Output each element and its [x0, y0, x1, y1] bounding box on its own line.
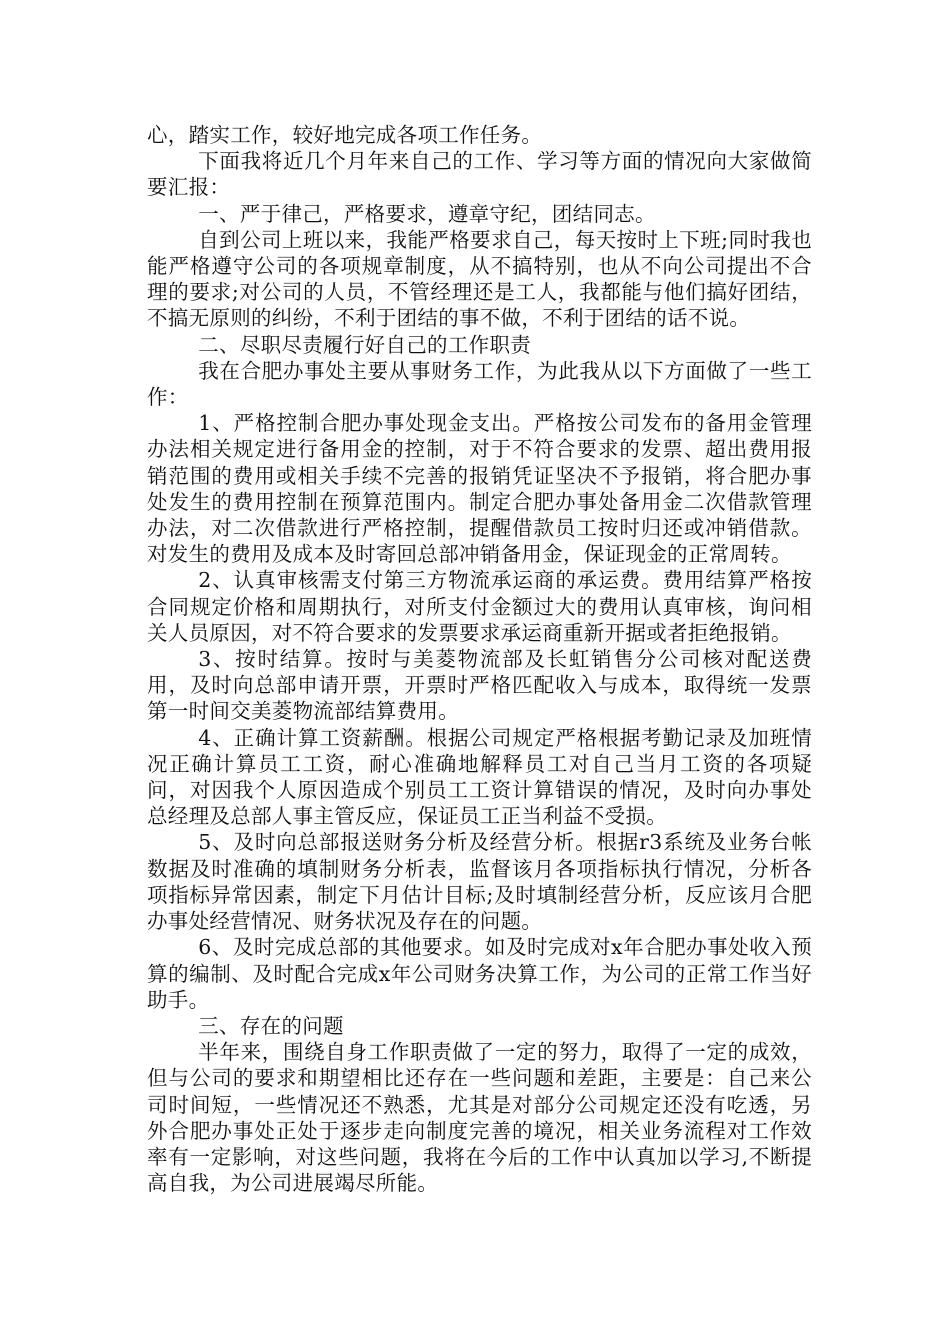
paragraph-finance-intro: 我在合肥办事处主要从事财务工作，为此我从以下方面做了一些工作：: [147, 358, 812, 410]
paragraph-intro: 下面我将近几个月年来自己的工作、学习等方面的情况向大家做简要汇报：: [147, 149, 812, 200]
section-heading-2: 二、尽职尽责履行好自己的工作职责: [198, 332, 532, 357]
list-item-2: 2、认真审核需支付第三方物流承运商的承运费。费用结算严格按合同规定价格和周期执行，对所支付金额过大的费用认真审核，询问相关人员原因，对不符合要求的发票要求承运商重新开据或者拒绝报销。: [147, 568, 812, 645]
list-item-5: 5、及时向总部报送财务分析及经营分析。根据r3系统及业务台帐数据及时准确的填制财务分析表，监督该月各项指标执行情况，分析各项指标异常因素，制定下月估计目标;及时填制经营分析，反应该月合肥办事处经营情况、财务状况及存在的问题。: [147, 830, 812, 934]
paragraph-continuation: 心，踏实工作，较好地完成各项工作任务。: [147, 123, 543, 147]
document-body: [147, 122, 812, 1196]
paragraph-discipline: 自到公司上班以来，我能严格要求自己，每天按时上下班;同时我也能严格遵守公司的各项规章制度，从不搞特别，也从不向公司提出不合理的要求;对公司的人员，不管经理还是工人，我都能与他们搞好团结，不搞无原则的纠纷，不利于团结的事不做，不利于团结的话不说。: [147, 227, 812, 331]
list-item-1: 1、严格控制合肥办事处现金支出。严格按公司发布的备用金管理办法相关规定进行备用金的控制，对于不符合要求的发票、超出费用报销范围的费用或相关手续不完善的报销凭证坚决不予报销，将合肥办事处发生的费用控制在预算范围内。制定合肥办事处备用金二次借款管理办法，对二次借款进行严格控制，提醒借款员工按时归还或冲销借款。对发生的费用及成本及时寄回总部冲销备用金，保证现金的正常周转。: [147, 411, 812, 567]
section-heading-3: 三、存在的问题: [198, 1013, 344, 1038]
list-item-4: 4、正确计算工资薪酬。根据公司规定严格根据考勤记录及加班情况正确计算员工工资，耐心准确地解释员工对自己当月工资的各项疑问，对因我个人原因造成个别员工工资计算错误的情况，及时向办事处总经理及总部人事主管反应，保证员工正当利益不受损。: [147, 725, 812, 829]
list-item-3: 3、按时结算。按时与美菱物流部及长虹销售分公司核对配送费用，及时向总部申请开票，开票时严格匹配收入与成本，取得统一发票第一时间交美菱物流部结算费用。: [147, 647, 812, 724]
paragraph-problems: 半年来，围绕自身工作职责做了一定的努力，取得了一定的成效，但与公司的要求和期望相比还存在一些问题和差距，主要是：自己来公司时间短，一些情况还不熟悉，尤其是对部分公司规定还没有吃透，另外合肥办事处正处于逐步走向制度完善的境况，相关业务流程对工作效率有一定影响，对这些问题，我将在今后的工作中认真加以学习,不断提高自我，为公司进展竭尽所能。: [147, 1040, 812, 1196]
list-item-6: 6、及时完成总部的其他要求。如及时完成对x年合肥办事处收入预算的编制、及时配合完成x年公司财务决算工作，为公司的正常工作当好助手。: [147, 935, 812, 1012]
section-heading-1: 一、严于律己，严格要求，遵章守纪，团结同志。: [198, 201, 656, 226]
